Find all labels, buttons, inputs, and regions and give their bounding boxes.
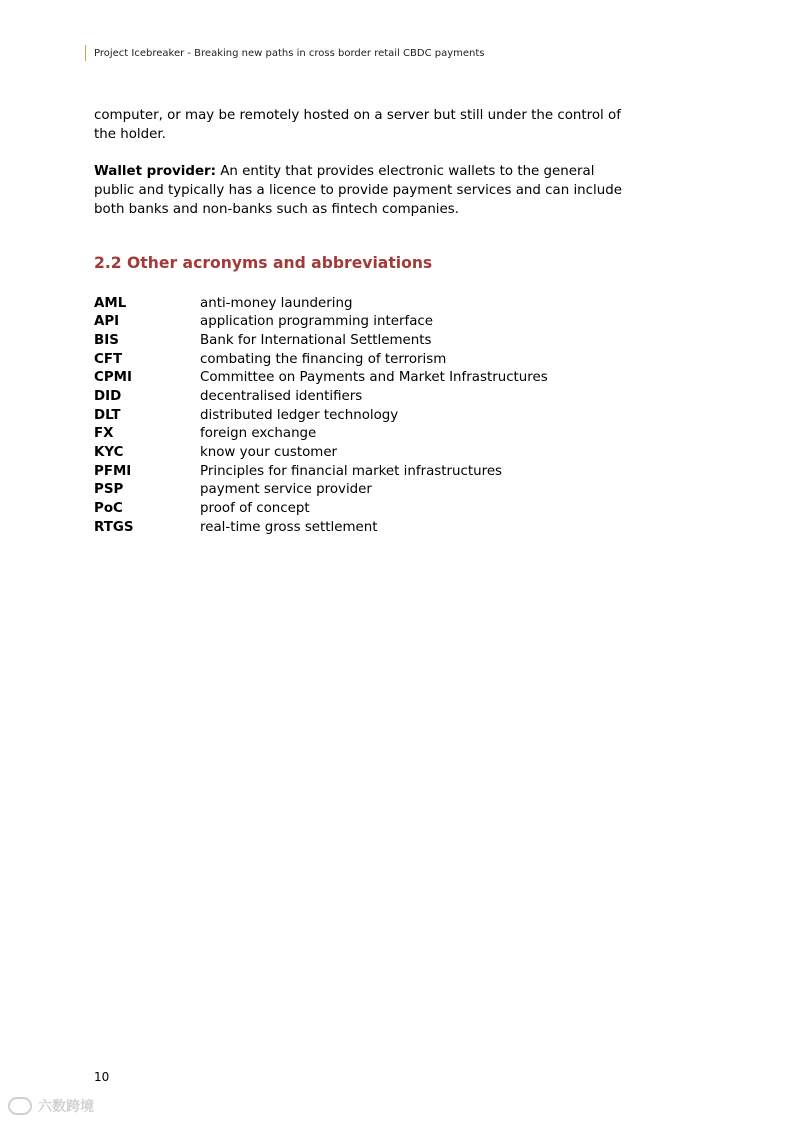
abbreviation-code: FX — [94, 426, 114, 442]
abbreviation-row — [94, 480, 654, 499]
abbreviation-definition: know your customer — [200, 444, 338, 460]
abbreviation-code: PoC — [94, 500, 123, 516]
abbreviation-row — [94, 499, 654, 518]
abbreviation-definition: Principles for financial market infrastructures — [200, 463, 503, 479]
abbreviation-row — [94, 387, 654, 406]
abbreviation-code: CPMI — [94, 370, 132, 386]
abbreviation-code: PSP — [94, 482, 124, 498]
abbreviation-definition: anti-money laundering — [200, 295, 353, 311]
page-number: 10 — [94, 1070, 110, 1084]
section-heading: 2.2 Other acronyms and abbreviations — [94, 254, 433, 272]
abbreviation-row — [94, 294, 654, 313]
header-rule — [85, 45, 86, 61]
abbreviation-definition: real-time gross settlement — [200, 519, 378, 535]
abbreviation-code: AML — [94, 295, 127, 311]
abbreviation-row — [94, 462, 654, 481]
watermark — [8, 1096, 94, 1116]
abbreviation-code: DID — [94, 389, 122, 405]
watermark-text: 六数跨境 — [38, 1099, 94, 1115]
abbreviation-row — [94, 443, 654, 462]
abbreviation-definition: application programming interface — [200, 314, 434, 330]
abbreviation-code: CFT — [94, 351, 123, 367]
abbreviation-row — [94, 518, 654, 537]
watermark-logo-icon — [8, 1097, 32, 1115]
abbreviation-code: API — [94, 314, 120, 330]
abbreviation-definition: proof of concept — [200, 500, 310, 516]
abbreviation-code: BIS — [94, 333, 119, 349]
abbreviation-code: RTGS — [94, 519, 134, 535]
abbreviation-definition: foreign exchange — [200, 426, 317, 442]
abbreviation-code: PFMI — [94, 463, 132, 479]
abbreviation-definition: decentralised identifiers — [200, 389, 363, 405]
document-title: Project Icebreaker - Breaking new paths in cross border retail CBDC payments — [94, 47, 485, 59]
abbreviation-list — [94, 294, 654, 536]
running-header — [85, 45, 485, 61]
abbreviation-row — [94, 369, 654, 388]
abbreviation-definition: payment service provider — [200, 482, 372, 498]
abbreviation-definition: Bank for International Settlements — [200, 333, 432, 349]
abbreviation-row — [94, 313, 654, 332]
wallet-provider-definition: An entity that provides electronic wallets to the general public and typically has a licence to provide payment services and can include both banks and non-banks such as fintech companies. — [94, 164, 622, 217]
abbreviation-row — [94, 424, 654, 443]
continuation-paragraph: computer, or may be remotely hosted on a server but still under the control of the holder. — [94, 108, 621, 142]
abbreviation-definition: distributed ledger technology — [200, 407, 399, 423]
abbreviation-code: DLT — [94, 407, 121, 423]
abbreviation-row — [94, 350, 654, 369]
wallet-provider-term: Wallet provider: — [94, 164, 216, 179]
abbreviation-definition: Committee on Payments and Market Infrastructures — [200, 370, 548, 386]
abbreviation-code: KYC — [94, 444, 124, 460]
abbreviation-row — [94, 331, 654, 350]
wallet-provider-paragraph — [94, 163, 634, 219]
abbreviation-row — [94, 406, 654, 425]
abbreviation-definition: combating the financing of terrorism — [200, 351, 447, 367]
